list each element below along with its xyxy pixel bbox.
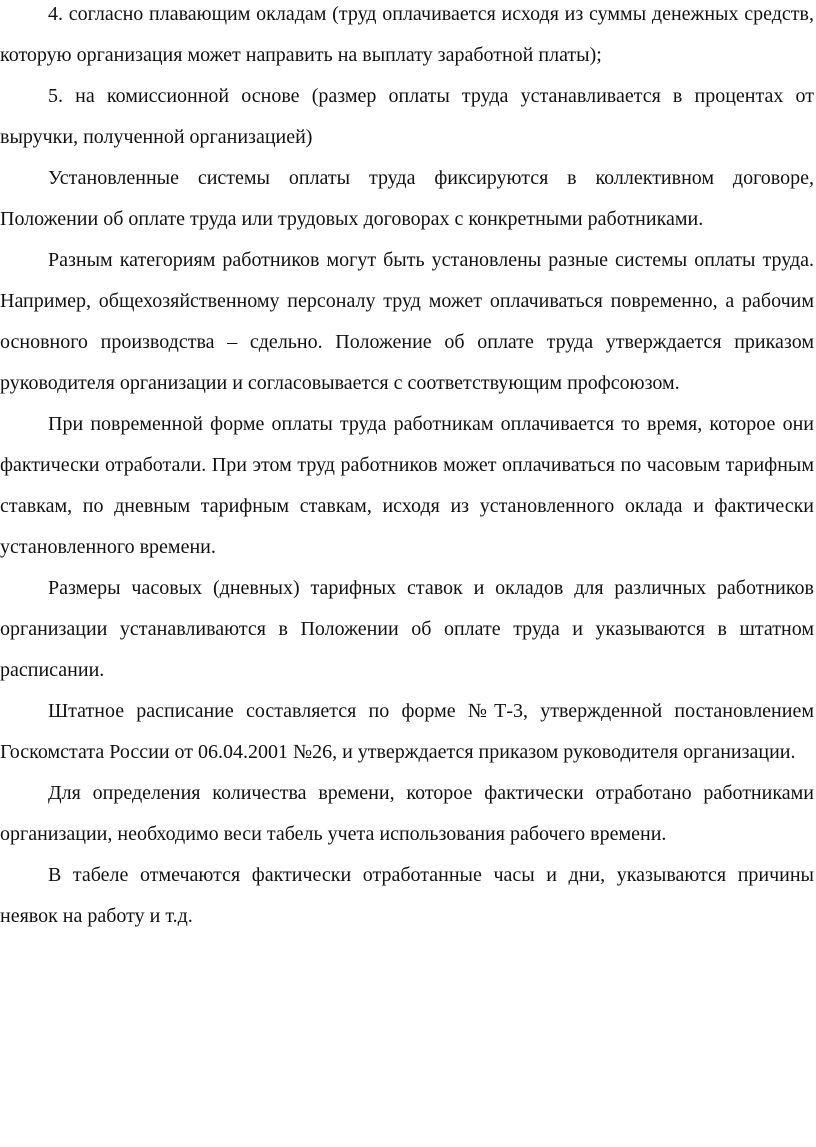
paragraph-tariff-rates: Размеры часовых (дневных) тарифных ставок и окладов для различных работников организации устанавливаются в Положении об оплате труда и указываются в штатном расписании.	[0, 577, 814, 681]
paragraph-time-based-pay: При повременной форме оплаты труда работникам оплачивается то время, которое они фактически отработали. При этом труд работников может оплачиваться по часовым тарифным ставкам, по дневным тарифным ставкам, исходя из установленного оклада и фактически установленного времени.	[0, 413, 814, 558]
paragraph-systems-fixed: Установленные системы оплаты труда фиксируются в коллективном договоре, Положении об оплате труда или трудовых договорах с конкретными работниками.	[0, 167, 814, 230]
paragraph-categories: Разным категориям работников могут быть установлены разные системы оплаты труда. Например, общехозяйственному персоналу труд может оплачиваться повременно, а рабочим основного производства – сдельно. Положение об оплате труда утверждается приказом руководителя организации и согласовывается с соответствующим профсоюзом.	[0, 249, 814, 394]
paragraph-staff-schedule: Штатное расписание составляется по форме №Т-3, утвержденной постановлением Госкомстата России от 06.04.2001 №26, и утверждается приказом руководителя организации.	[0, 700, 814, 763]
paragraph-timesheet: Для определения количества времени, которое фактически отработано работниками организации, необходимо веси табель учета использования рабочего времени.	[0, 782, 814, 845]
paragraph-commission-basis: 5. на комиссионной основе (размер оплаты труда устанавливается в процентах от выручки, полученной организацией)	[0, 85, 814, 148]
paragraph-timesheet-contents: В табеле отмечаются фактически отработанные часы и дни, указываются причины неявок на работу и т.д.	[0, 864, 814, 927]
paragraph-floating-salaries: 4. согласно плавающим окладам (труд оплачивается исходя из суммы денежных средств, которую организация может направить на выплату заработной платы);	[0, 3, 814, 66]
